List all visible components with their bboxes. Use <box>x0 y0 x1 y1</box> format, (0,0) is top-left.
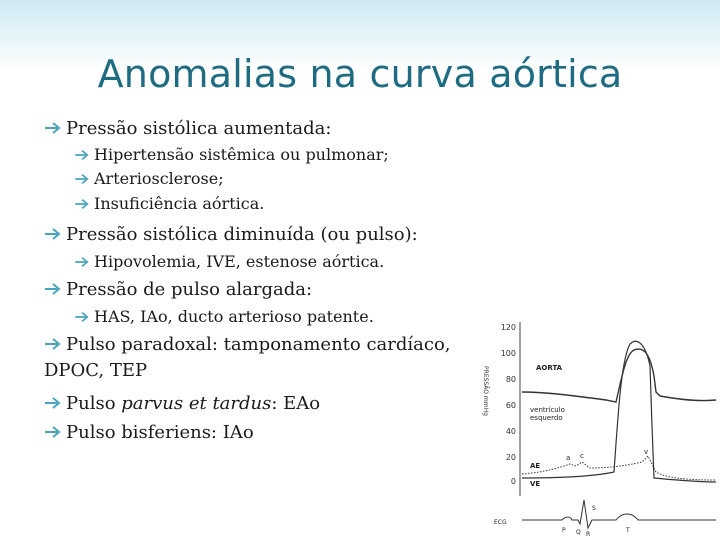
q-wave-label: Q <box>576 529 581 536</box>
y-tick-label: 80 <box>505 375 516 384</box>
s-wave-label: S <box>592 505 596 512</box>
sub-bullet-item <box>74 306 374 328</box>
y-axis-label: PRESSÃO mmHg <box>482 366 489 416</box>
p-wave-label: P <box>562 527 566 534</box>
aorta-label: AORTA <box>536 364 563 372</box>
bullet-item <box>44 277 312 303</box>
bullet-item <box>44 391 320 417</box>
sub-bullet-text: Insuficiência aórtica. <box>94 194 265 213</box>
arrow-bullet-icon <box>74 173 92 185</box>
bullet-text-italic: parvus et tardus <box>121 393 272 414</box>
c-wave-label: c <box>580 452 584 460</box>
arrow-bullet-icon <box>44 425 64 439</box>
bullet-text-post: : EAo <box>271 393 321 414</box>
y-tick-label: 40 <box>505 427 516 436</box>
sub-bullet-text: HAS, IAo, ducto arterioso patente. <box>94 307 374 326</box>
arrow-bullet-icon <box>74 149 92 161</box>
slide-title: Anomalias na curva aórtica <box>97 52 623 96</box>
ecg-label: ECG <box>494 519 507 526</box>
sub-bullet-item <box>74 193 264 215</box>
arrow-bullet-icon <box>44 337 64 351</box>
ae-label: AE <box>530 462 541 470</box>
y-tick-label: 100 <box>500 349 516 358</box>
y-tick-label: 20 <box>505 453 516 462</box>
sub-bullet-text: Hipertensão sistêmica ou pulmonar; <box>94 145 389 164</box>
ventricle-label: ventrículo <box>530 406 565 414</box>
bullet-text: Pulso paradoxal: tamponamento cardíaco, DPOC, TEP <box>44 334 451 381</box>
t-wave-label: T <box>626 527 630 534</box>
arrow-bullet-icon <box>44 396 64 410</box>
arrow-bullet-icon <box>74 311 92 323</box>
bullet-item <box>44 222 418 248</box>
y-tick-label: 60 <box>505 401 516 410</box>
ve-label: VE <box>530 480 541 488</box>
arrow-bullet-icon <box>44 227 64 241</box>
arrow-bullet-icon <box>44 121 64 135</box>
v-wave-label: v <box>644 448 649 456</box>
ventricle-label: esquerdo <box>530 414 563 422</box>
bullet-text-pre: Pulso <box>66 393 122 414</box>
sub-bullet-item <box>74 168 224 190</box>
bullet-item <box>44 420 254 446</box>
bullet-item <box>44 116 331 142</box>
sub-bullet-item <box>74 144 389 166</box>
sub-bullet-item <box>74 251 384 273</box>
sub-bullet-text: Hipovolemia, IVE, estenose aórtica. <box>94 252 385 271</box>
pressure-curve-figure <box>466 296 720 540</box>
bullet-text: Pulso bisferiens: IAo <box>66 422 254 443</box>
bullet-text: Pressão sistólica aumentada: <box>66 118 332 139</box>
y-tick-label: 0 <box>510 477 516 486</box>
bullet-text: Pressão sistólica diminuída (ou pulso): <box>66 224 418 245</box>
r-wave-label: R <box>586 531 591 538</box>
y-tick-label: 120 <box>500 323 516 332</box>
arrow-bullet-icon <box>74 256 92 268</box>
arrow-bullet-icon <box>74 198 92 210</box>
sub-bullet-text: Arteriosclerose; <box>94 169 224 188</box>
arrow-bullet-icon <box>44 282 64 296</box>
bullet-text: Pressão de pulso alargada: <box>66 279 313 300</box>
a-wave-label: a <box>566 454 571 462</box>
bullet-item <box>44 332 474 384</box>
